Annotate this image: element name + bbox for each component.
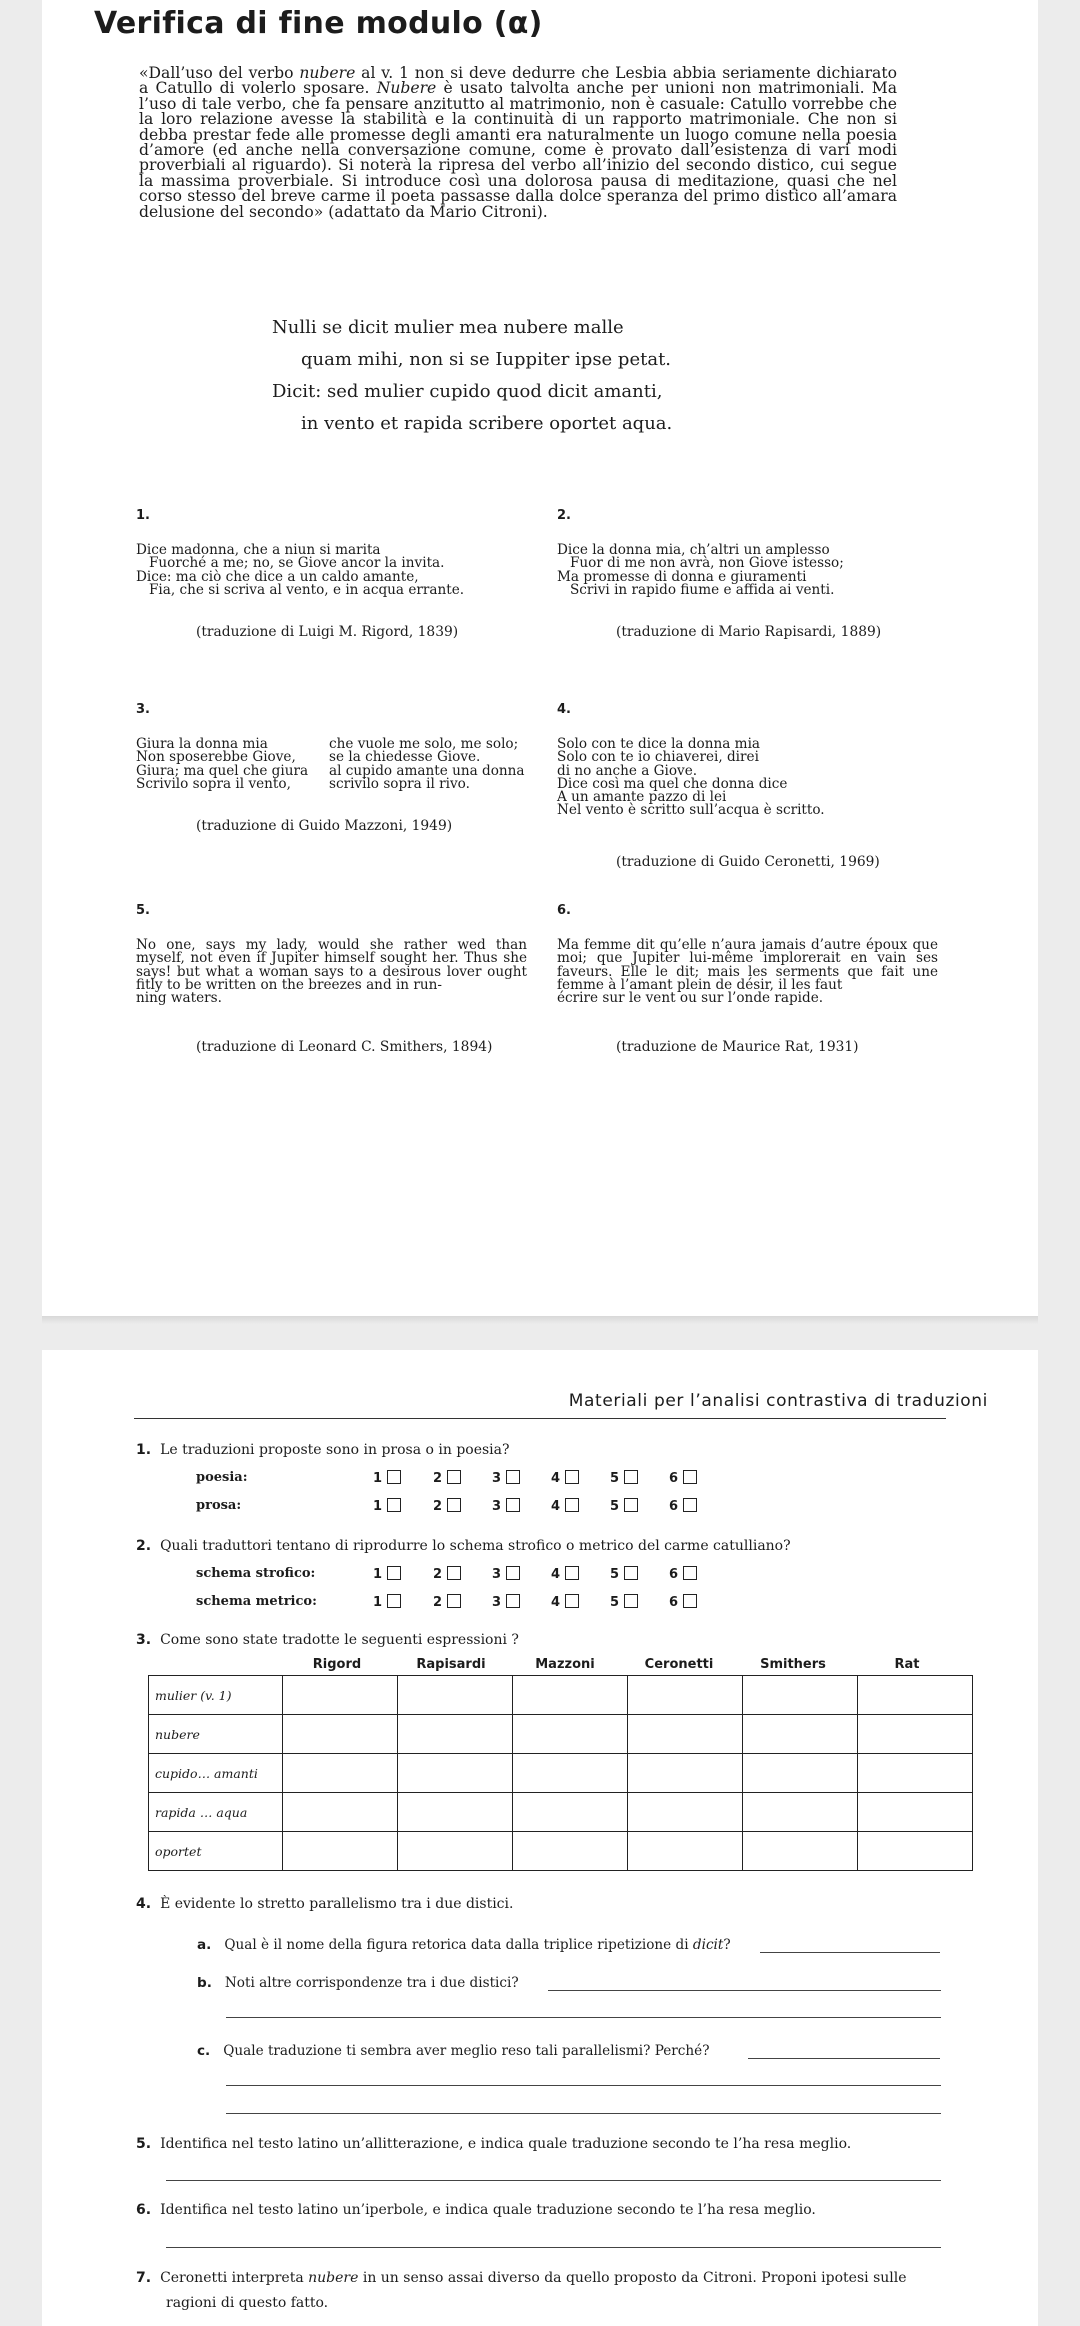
answer-cell[interactable]: [628, 1715, 743, 1754]
checkbox-square[interactable]: [624, 1566, 638, 1580]
row-label: cupido… amanti: [149, 1754, 283, 1793]
answer-cell[interactable]: [513, 1676, 628, 1715]
page-title: Verifica di fine modulo (α): [94, 6, 543, 41]
checkbox[interactable]: 1: [373, 1594, 401, 1610]
latin-line-3: Dicit: sed mulier cupido quod dicit amanti,: [272, 381, 663, 402]
answer-cell[interactable]: [398, 1715, 513, 1754]
checkbox[interactable]: 5: [610, 1566, 638, 1582]
translation-credit: (traduzione di Mario Rapisardi, 1889): [616, 624, 882, 640]
answer-cell[interactable]: [283, 1715, 398, 1754]
answer-cell[interactable]: [398, 1676, 513, 1715]
question-3: 3. Come sono state tradotte le seguenti espressioni ?: [136, 1632, 519, 1648]
question-5: 5. Identifica nel testo latino un’allitterazione, e indica quale traduzione secondo te l’ha resa meglio.: [136, 2136, 852, 2152]
answer-cell[interactable]: [743, 1832, 858, 1871]
translation-text-col-a: Giura la donna mia Non sposerebbe Giove, Giura; ma quel che giura Scrivilo sopra il vento,: [136, 736, 309, 792]
checkbox[interactable]: 2: [433, 1498, 461, 1514]
checkbox-square[interactable]: [387, 1594, 401, 1608]
latin-poem: [272, 312, 672, 440]
row-label: oportet: [149, 1832, 283, 1871]
checkbox-square[interactable]: [506, 1470, 520, 1484]
answer-cell[interactable]: [513, 1715, 628, 1754]
latin-line-4: in vento et rapida scribere oportet aqua.: [301, 413, 673, 434]
row-label: nubere: [149, 1715, 283, 1754]
answer-cell[interactable]: [858, 1715, 973, 1754]
column-header: Mazzoni: [535, 1657, 595, 1672]
answer-cell[interactable]: [858, 1754, 973, 1793]
answer-cell[interactable]: [628, 1832, 743, 1871]
answer-line[interactable]: [760, 1952, 940, 1953]
answer-cell[interactable]: [398, 1793, 513, 1832]
checkbox[interactable]: 6: [669, 1470, 697, 1486]
question-1: 1. Le traduzioni proposte sono in prosa o in poesia?: [136, 1442, 510, 1458]
answer-cell[interactable]: [513, 1793, 628, 1832]
answer-cell[interactable]: [858, 1793, 973, 1832]
heading-rule: [134, 1418, 946, 1419]
checkbox[interactable]: 5: [610, 1498, 638, 1514]
translation-number: 1.: [136, 508, 150, 523]
checkbox[interactable]: 6: [669, 1594, 697, 1610]
answer-cell[interactable]: [283, 1793, 398, 1832]
checkbox-square[interactable]: [506, 1498, 520, 1512]
checkbox-square[interactable]: [683, 1566, 697, 1580]
checkbox[interactable]: 6: [669, 1566, 697, 1582]
answer-cell[interactable]: [283, 1754, 398, 1793]
column-header: Rapisardi: [416, 1657, 486, 1672]
table-row: [149, 1754, 973, 1793]
table-row: [149, 1832, 973, 1871]
translation-number: 6.: [557, 903, 571, 918]
answer-cell[interactable]: [398, 1754, 513, 1793]
checkbox-square[interactable]: [447, 1594, 461, 1608]
translation-credit: (traduzione di Guido Ceronetti, 1969): [616, 854, 880, 870]
table-row: [149, 1676, 973, 1715]
checkbox[interactable]: 5: [610, 1470, 638, 1486]
checkbox-square[interactable]: [683, 1498, 697, 1512]
answer-cell[interactable]: [628, 1676, 743, 1715]
question-6: 6. Identifica nel testo latino un’iperbole, e indica quale traduzione secondo te l’ha resa meglio.: [136, 2202, 816, 2218]
latin-line-1: Nulli se dicit mulier mea nubere malle: [272, 317, 624, 338]
translation-text: Dice la donna mia, ch’altri un amplesso Fuor di me non avrà, non Giove istesso; Ma promesse di donna e giuramenti Scrivi in rapido fiume e affida ai venti.: [557, 542, 844, 598]
checkbox-square[interactable]: [387, 1498, 401, 1512]
question-7: 7. Ceronetti interpreta nubere in un senso assai diverso da quello proposto da Citroni. Proponi ipotesi sulle ragioni di questo fatto.: [136, 2270, 907, 2311]
answer-cell[interactable]: [743, 1676, 858, 1715]
checkbox[interactable]: 4: [551, 1566, 579, 1582]
answer-cell[interactable]: [743, 1793, 858, 1832]
checkbox-square[interactable]: [387, 1566, 401, 1580]
translation-text-col-b: che vuole me solo, me solo; se la chiedesse Giove. al cupido amante una donna scrivilo sopra il rivo.: [329, 736, 525, 792]
translation-credit: (traduzione di Luigi M. Rigord, 1839): [196, 624, 459, 640]
answer-cell[interactable]: [628, 1754, 743, 1793]
answer-line[interactable]: [226, 2017, 941, 2018]
checkbox[interactable]: 4: [551, 1498, 579, 1514]
answer-cell[interactable]: [858, 1832, 973, 1871]
translation-comparison-table: [148, 1675, 973, 1871]
checkbox-square[interactable]: [447, 1498, 461, 1512]
checkbox-square[interactable]: [565, 1594, 579, 1608]
answer-cell[interactable]: [283, 1832, 398, 1871]
answer-line[interactable]: [226, 2085, 941, 2086]
column-header: Rat: [894, 1657, 920, 1672]
answer-cell[interactable]: [743, 1754, 858, 1793]
translation-number: 4.: [557, 702, 571, 717]
translation-text: Dice madonna, che a niun si marita Fuorché a me; no, se Giove ancor la invita. Dice: ma ciò che dice a un caldo amante, Fia, che si scriva al vento, e in acqua errante.: [136, 542, 465, 598]
answer-line[interactable]: [166, 2247, 941, 2248]
column-header: Ceronetti: [644, 1657, 714, 1672]
table-row: [149, 1793, 973, 1832]
translation-text: Solo con te dice la donna mia Solo con te io chiaverei, direi di no anche a Giove. Dice così ma quel che donna dice A un amante pazzo di lei Nel vento è scritto sull’acqua è scritto.: [557, 736, 825, 819]
question-2: 2. Quali traduttori tentano di riprodurre lo schema strofico o metrico del carme catulliano?: [136, 1538, 791, 1554]
checkbox-square[interactable]: [565, 1498, 579, 1512]
question-4a: a. Qual è il nome della figura retorica data dalla triplice ripetizione di dicit?: [197, 1937, 731, 1953]
translation-credit: (traduzione de Maurice Rat, 1931): [616, 1039, 859, 1055]
answer-line[interactable]: [548, 1990, 941, 1991]
checkbox-square[interactable]: [565, 1566, 579, 1580]
checkbox[interactable]: 3: [492, 1594, 520, 1610]
row-label: rapida … aqua: [149, 1793, 283, 1832]
checkbox-square[interactable]: [624, 1594, 638, 1608]
checkbox-square[interactable]: [387, 1470, 401, 1484]
question-4c: c. Quale traduzione ti sembra aver meglio reso tali parallelismi? Perché?: [197, 2043, 710, 2059]
answer-cell[interactable]: [743, 1715, 858, 1754]
question-4b: b. Noti altre corrispondenze tra i due distici?: [197, 1975, 519, 1991]
translation-credit: (traduzione di Guido Mazzoni, 1949): [196, 818, 453, 834]
checkbox[interactable]: 1: [373, 1498, 401, 1514]
answer-cell[interactable]: [513, 1832, 628, 1871]
answer-cell[interactable]: [283, 1676, 398, 1715]
answer-cell[interactable]: [398, 1832, 513, 1871]
translation-number: 3.: [136, 702, 150, 717]
answer-line[interactable]: [226, 2113, 941, 2114]
translation-number: 5.: [136, 903, 150, 918]
answer-line[interactable]: [166, 2180, 941, 2181]
checkbox-square[interactable]: [624, 1470, 638, 1484]
column-header: Smithers: [760, 1657, 826, 1672]
latin-line-2: quam mihi, non si se Iuppiter ipse petat.: [301, 349, 672, 370]
checkbox[interactable]: 5: [610, 1594, 638, 1610]
checkbox-square[interactable]: [447, 1470, 461, 1484]
checkbox-square[interactable]: [506, 1566, 520, 1580]
checkbox[interactable]: 2: [433, 1566, 461, 1582]
translation-text: No one, says my lady, would she rather wed than myself, not even if Jupiter himself sought her. Thus she says! but what a woman says to a desirous lover ought fitly to be written on the breezes and in run- ning waters.: [136, 937, 527, 1007]
checkbox-square[interactable]: [683, 1470, 697, 1484]
checkbox[interactable]: 2: [433, 1594, 461, 1610]
answer-line[interactable]: [748, 2058, 940, 2059]
question-4: 4. È evidente lo stretto parallelismo tra i due distici.: [136, 1896, 514, 1912]
checkbox[interactable]: 1: [373, 1470, 401, 1486]
checkbox[interactable]: 3: [492, 1470, 520, 1486]
checkbox-square[interactable]: [683, 1594, 697, 1608]
checkbox-square[interactable]: [506, 1594, 520, 1608]
section-heading: Materiali per l’analisi contrastiva di traduzioni: [568, 1391, 988, 1411]
answer-cell[interactable]: [513, 1754, 628, 1793]
translation-credit: (traduzione di Leonard C. Smithers, 1894): [196, 1039, 493, 1055]
checkbox[interactable]: 1: [373, 1566, 401, 1582]
page-separator: [42, 1316, 1038, 1324]
translation-number: 2.: [557, 508, 571, 523]
checkbox[interactable]: 4: [551, 1594, 579, 1610]
checkbox[interactable]: 3: [492, 1566, 520, 1582]
checkbox[interactable]: 3: [492, 1498, 520, 1514]
checkbox-square[interactable]: [624, 1498, 638, 1512]
translation-text: Ma femme dit qu’elle n’aura jamais d’autre époux que moi; que Jupiter lui-même implorerait en vain ses faveurs. Elle le dit; mais les serments que fait une femme à l’amant plein de désir, il les faut écrire sur le vent ou sur l’onde rapide.: [557, 937, 938, 1007]
table-row: [149, 1715, 973, 1754]
column-header: Rigord: [312, 1657, 362, 1672]
checkbox-square[interactable]: [565, 1470, 579, 1484]
answer-cell[interactable]: [858, 1676, 973, 1715]
row-label: mulier (v. 1): [149, 1676, 283, 1715]
checkbox[interactable]: 6: [669, 1498, 697, 1514]
answer-cell[interactable]: [628, 1793, 743, 1832]
checkbox-square[interactable]: [447, 1566, 461, 1580]
checkbox[interactable]: 2: [433, 1470, 461, 1486]
intro-paragraph: «Dall’uso del verbo nubere al v. 1 non si deve dedurre che Lesbia abbia seriamente dichiarato a Catullo di volerlo sposare. Nubere è usato talvolta anche per unioni non matrimoniali. Ma l’uso di tale verbo, che fa pensare anzitutto al matrimonio, non è casuale: Catullo vorrebbe che la loro relazione avesse la stabilità e la continuità di un rapporto matrimoniale. Che non si debba prestar fede alle promesse degli amanti era naturalmente un luogo comune nella poesia d’amore (ed anche nella conversazione comune, come è provato dall’esistenza di vari modi proverbiali al riguardo). Si noterà la ripresa del verbo all’inizio del secondo distico, cui segue la massima proverbiale. Si introduce così una dolorosa pausa di meditazione, quasi che nel corso stesso del breve carme il poeta passasse dalla dolce speranza del primo distico all’amara delusione del secondo» (adattato da Mario Citroni).: [139, 64, 897, 221]
checkbox[interactable]: 4: [551, 1470, 579, 1486]
